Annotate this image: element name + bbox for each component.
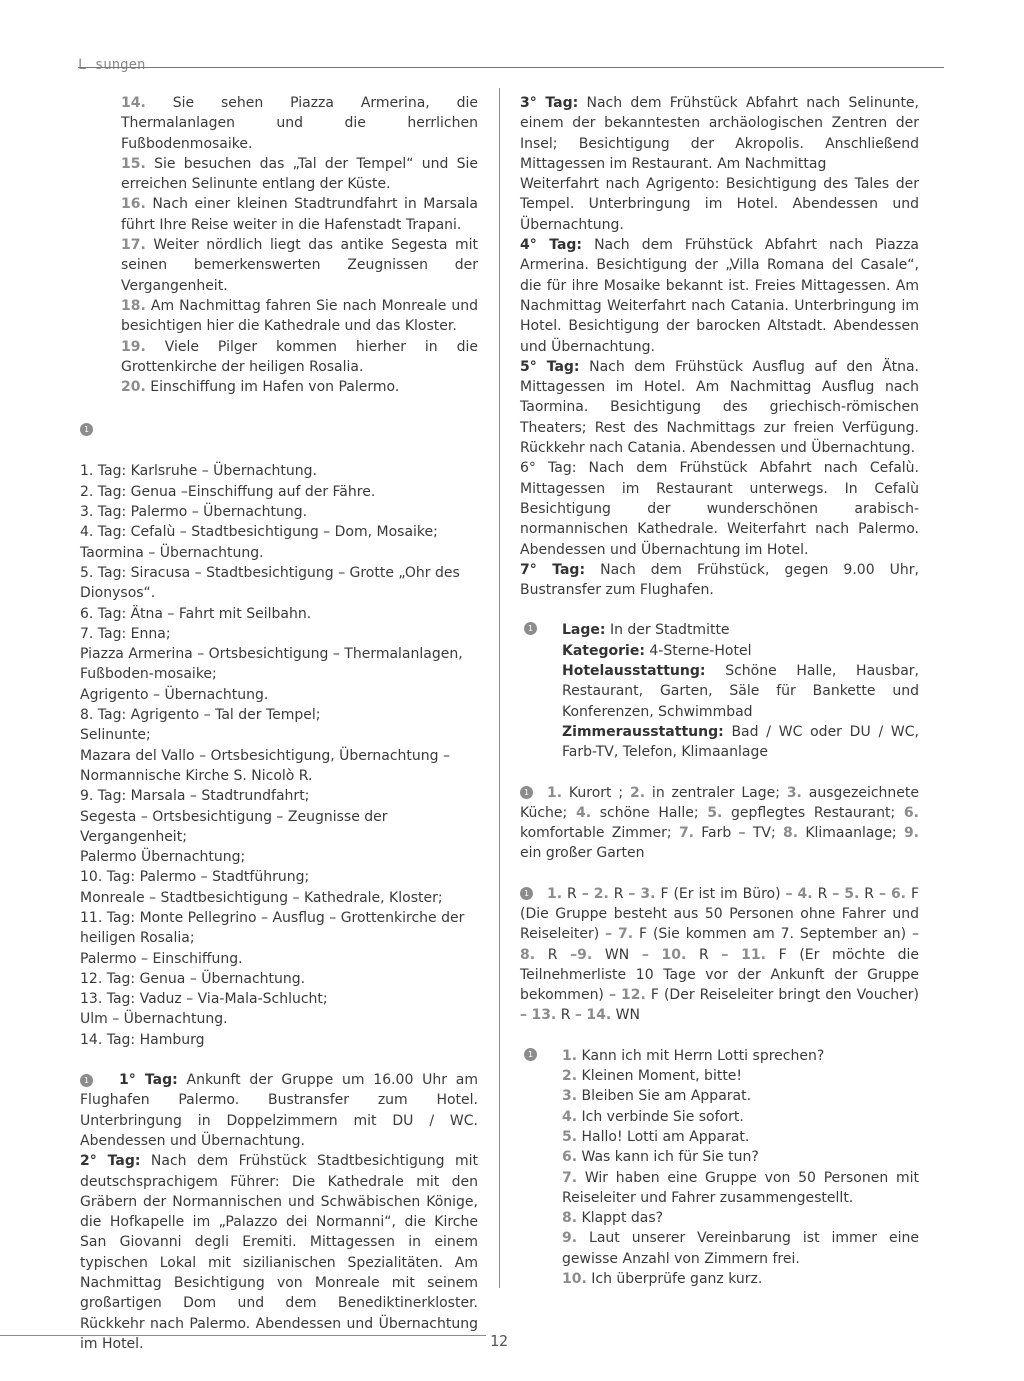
day-text: Ankunft der Gruppe um 16.00 Uhr am Flughafen Palermo. Bustransfer zum Hotel. Unterbringung in Doppelzimmern mit DU / WC. Abendessen und Übernachtung.	[80, 1072, 478, 1149]
day-paragraph	[80, 1151, 478, 1354]
numbered-answer	[121, 235, 478, 296]
dialogue-line	[562, 1228, 919, 1269]
day-label: 5° Tag:	[520, 358, 580, 375]
answer-number: 20.	[121, 379, 146, 396]
day-paragraph	[520, 458, 919, 559]
answer-number: 4.	[562, 1108, 578, 1125]
answer-text: Viele Pilger kommen hierher in die Grottenkirche der heiligen Rosalia.	[121, 338, 478, 375]
day-label: 1° Tag:	[119, 1072, 178, 1089]
day-text: 6° Tag: Nach dem Frühstück Abfahrt nach Cefalù. Mittagessen im Restaurant unterwegs. In Cefalù Besichtigung der wunderschönen arabisch-normannischen Kathedrale. Weiterfahrt nach Palermo. Abendessen und Übernachtung im Hotel.	[520, 460, 919, 558]
hotel-value: Schöne Halle, Hausbar, Restaurant, Garten, Säle für Bankette und Konferenzen, Schwimmbad	[562, 663, 919, 720]
answer-text: R –	[562, 885, 594, 902]
day-paragraph	[520, 357, 919, 458]
answer-number: 11.	[741, 946, 766, 963]
vocabulary-answers	[520, 783, 919, 864]
day-paragraph	[520, 93, 919, 174]
answer-text: Am Nachmittag fahren Sie nach Monreale und besichtigen hier die Kathedrale und das Kloster.	[121, 297, 479, 335]
answer-text: schöne Halle;	[591, 804, 708, 821]
answer-text: Was kann ich für Sie tun?	[581, 1149, 759, 1166]
answer-number: 6.	[890, 885, 906, 902]
answer-number: 8.	[520, 946, 536, 963]
answer-text: Ich überprüfe ganz kurz.	[591, 1271, 763, 1288]
answer-number: 9.	[577, 946, 593, 963]
answer-number: 1.	[562, 1047, 578, 1064]
answer-number: 4.	[797, 885, 813, 902]
answer-number: 3.	[786, 784, 802, 801]
itinerary-line: Palermo Übernachtung;	[80, 849, 246, 866]
answer-number: 5.	[707, 804, 723, 821]
day-text: Nach dem Frühstück Abfahrt nach Selinunte, einem der bekanntesten archäologischen Zentren der Insel; Besichtigung der Akropolis. Anschließend Mittagessen im Restaurant. Am Nachmittag	[520, 95, 919, 172]
answer-number: 5.	[844, 885, 860, 902]
day-paragraph: Weiterfahrt nach Agrigento: Besichtigung des Tales der Tempel. Unterbringung im Hotel. Abendessen und Übernachtung.	[520, 176, 919, 233]
answer-number: 2.	[630, 784, 646, 801]
itinerary-line: 8. Tag: Agrigento – Tal der Tempel;	[80, 707, 321, 724]
hotel-key: Hotelausstattung:	[562, 663, 706, 680]
answer-text: ausgezeichnete Küche;	[520, 784, 919, 821]
numbered-answer	[121, 93, 478, 154]
day-text: Nach dem Frühstück Ausflug auf den Ätna. Mittagessen im Hotel. Am Nachmittag Ausflug nach Taormina. Besichtigung des griechisch-römischen Theaters; Rest des Nachmittags zur freien Verfügung. Rückkehr nach Catania. Abendessen und Übernachtung.	[520, 358, 919, 457]
answer-text: Kurort ;	[562, 784, 630, 801]
footer-rule	[0, 1335, 486, 1336]
day-text: Nach dem Frühstück Abfahrt nach Piazza Armerina. Besichtigung der „Villa Romana del Casale“, die für ihre Mosaike bekannt ist. Freies Mittagessen. Am Nachmittag Weiterfahrt nach Catania. Unterbringung im Hotel. Besichtigung der barocken Altstadt. Abendessen und Übernachtung.	[520, 237, 919, 355]
day-label: 7° Tag:	[520, 561, 586, 578]
hotel-value: In der Stadtmitte	[609, 622, 730, 639]
answer-text: Klimaanlage;	[798, 825, 904, 842]
answer-number: 2.	[593, 885, 609, 902]
answer-number: 7.	[678, 825, 694, 842]
answer-number: 5.	[562, 1128, 578, 1145]
answer-text: Nach einer kleinen Stadtrundfahrt in Marsala führt Ihre Reise weiter in die Hafenstadt Trapani.	[121, 196, 478, 233]
numbered-answer	[121, 296, 478, 337]
answer-text: Einschiffung im Hafen von Palermo.	[150, 379, 400, 396]
answer-number: 2.	[562, 1068, 578, 1085]
itinerary-line: 10. Tag: Palermo – Stadtführung;	[80, 869, 310, 886]
answer-text: Ich verbinde Sie sofort.	[581, 1108, 744, 1125]
answer-number: 16.	[121, 196, 146, 213]
answer-number: 17.	[121, 237, 146, 254]
itinerary-line: Monreale – Stadtbesichtigung – Kathedrale, Kloster;	[80, 889, 443, 906]
answer-number: 12.	[621, 987, 646, 1004]
answer-text: R –	[812, 885, 845, 902]
itinerary-list	[80, 461, 478, 1050]
answer-text: Sie sehen Piazza Armerina, die Thermalanlagen und die herrlichen Fußbodenmosaike.	[121, 95, 478, 152]
exercise-bullet: 1	[520, 887, 533, 900]
exercise-bullet: 1	[524, 622, 537, 635]
dialogue-line	[562, 1208, 919, 1228]
itinerary-line: Mazara del Vallo – Ortsbesichtigung, Übernachtung – Normannische Kirche S. Nicolò R.	[80, 747, 450, 784]
answer-text: Kann ich mit Herrn Lotti sprechen?	[581, 1047, 825, 1064]
itinerary-line: 4. Tag: Cefalù – Stadtbesichtigung – Dom, Mosaike; Taormina – Übernachtung.	[80, 524, 438, 561]
answer-text: F (Er möchte die Teilnehmerliste 10 Tage vor der Ankunft der Gruppe bekommen) –	[520, 946, 919, 1004]
answer-number: 6.	[903, 804, 919, 821]
hotel-value: 4-Sterne-Hotel	[649, 642, 752, 659]
day-paragraph	[520, 235, 919, 357]
answer-number: 10.	[661, 946, 687, 963]
answer-number: 7.	[618, 926, 634, 943]
answer-text: Hallo! Lotti am Apparat.	[581, 1128, 750, 1145]
answer-text: F (Er ist im Büro) –	[655, 885, 798, 902]
answer-number: 8.	[782, 825, 799, 842]
day-label: 2° Tag:	[80, 1153, 141, 1170]
hotel-key: Zimmerausstattung:	[562, 723, 724, 740]
day-label: 4° Tag:	[520, 237, 583, 254]
itinerary-line: 7. Tag: Enna;	[80, 625, 171, 642]
itinerary-line: 9. Tag: Marsala – Stadtrundfahrt;	[80, 788, 310, 805]
answer-number: 9.	[903, 825, 919, 842]
hotel-line	[562, 722, 919, 763]
numbered-answer	[121, 194, 478, 235]
itinerary-line: 2. Tag: Genua –Einschiffung auf der Fähre.	[80, 483, 376, 500]
hotel-value: Bad / WC oder DU / WC, Farb-TV, Telefon, Klimaanlage	[562, 723, 920, 761]
day-paragraph	[520, 560, 919, 601]
answer-text: Kleinen Moment, bitte!	[581, 1068, 743, 1085]
answer-text: R –	[556, 1007, 587, 1024]
itinerary-days-right	[520, 93, 919, 600]
column-divider	[499, 88, 500, 1288]
itinerary-line: Palermo – Einschiffung.	[80, 950, 243, 967]
answer-number: 19.	[121, 338, 146, 355]
itinerary-line: 5. Tag: Siracusa – Stadtbesichtigung – Grotte „Ohr des Dionysos“.	[80, 564, 460, 602]
itinerary-line: 13. Tag: Vaduz – Via-Mala-Schlucht;	[80, 991, 328, 1008]
answer-text: Klappt das?	[581, 1210, 664, 1227]
itinerary-line: 1. Tag: Karlsruhe – Übernachtung.	[80, 463, 317, 480]
true-false-answers	[520, 884, 919, 1026]
hotel-line	[562, 661, 919, 722]
answer-number: 9.	[562, 1230, 578, 1247]
itinerary-days-left	[80, 1070, 478, 1354]
answer-text: F (Sie kommen am 7. September an) –	[633, 926, 920, 943]
dialogue-line	[562, 1086, 919, 1106]
answer-text: WN –	[592, 946, 662, 963]
itinerary-line: 6. Tag: Ätna – Fahrt mit Seilbahn.	[80, 605, 312, 622]
answer-number: 1.	[547, 885, 563, 902]
numbered-answer	[121, 337, 478, 378]
dialogue-line	[562, 1168, 919, 1209]
hotel-details	[520, 620, 919, 762]
exercise-bullet: 1	[524, 1048, 537, 1061]
answer-number: 6.	[562, 1149, 578, 1166]
answer-text: Laut unserer Vereinbarung ist immer eine gewisse Anzahl von Zimmern frei.	[562, 1230, 919, 1267]
answer-text: R –	[686, 946, 742, 963]
itinerary-line: 3. Tag: Palermo – Übernachtung.	[80, 504, 308, 521]
answer-text: komfortable Zimmer;	[520, 825, 679, 842]
answer-text: in zentraler Lage;	[645, 784, 787, 801]
hotel-key: Lage:	[562, 622, 606, 639]
hotel-line	[562, 641, 919, 661]
answer-text: Sie besuchen das „Tal der Tempel“ und Sie erreichen Selinunte entlang der Küste.	[121, 155, 478, 193]
header-rule	[78, 67, 944, 68]
answer-number: 4.	[575, 804, 592, 821]
day-label: 3° Tag:	[520, 95, 579, 111]
answer-text: Farb – TV;	[694, 825, 783, 842]
dialogue-line	[562, 1066, 919, 1086]
itinerary-line: Piazza Armerina – Ortsbesichtigung – Thermalanlagen, Fußboden-mosaike;	[80, 646, 463, 683]
answer-number: 8.	[562, 1210, 578, 1227]
itinerary-line: 12. Tag: Genua – Übernachtung.	[80, 970, 306, 987]
itinerary-line: Segesta – Ortsbesichtigung – Zeugnisse der Vergangenheit;	[80, 808, 388, 845]
answer-number: 3.	[562, 1088, 578, 1105]
numbered-answer	[121, 154, 478, 195]
left-column	[80, 93, 478, 1354]
dialogue-line	[562, 1046, 919, 1066]
itinerary-line: Agrigento – Übernachtung.	[80, 686, 269, 703]
answer-text: R –	[535, 946, 578, 963]
answer-text: Wir haben eine Gruppe von 50 Personen mit Reiseleiter und Fahrer zusammengestellt.	[562, 1169, 919, 1206]
numbered-answer	[121, 377, 478, 397]
exercise-bullet: 1	[520, 786, 533, 799]
hotel-section	[520, 620, 919, 762]
answer-text: WN	[611, 1007, 640, 1024]
answer-number: 7.	[562, 1169, 578, 1186]
answer-number: 13.	[531, 1007, 557, 1024]
answer-text: Bleiben Sie am Apparat.	[581, 1088, 752, 1105]
itinerary-line: 11. Tag: Monte Pellegrino – Ausflug – Grottenkirche der heiligen Rosalia;	[80, 909, 465, 947]
answer-number: 14.	[586, 1007, 612, 1024]
itinerary-line: 14. Tag: Hamburg	[80, 1031, 205, 1048]
dialogue-line	[562, 1127, 919, 1147]
running-header: L sungen	[78, 57, 146, 73]
dialogue-line	[562, 1269, 919, 1289]
page-number: 12	[490, 1332, 509, 1350]
answer-text: F (Der Reiseleiter bringt den Voucher) –	[520, 987, 919, 1024]
answer-number: 18.	[121, 297, 146, 314]
dialogue-line	[562, 1107, 919, 1127]
dialogue-answers	[520, 1046, 919, 1290]
itinerary-line: Ulm – Übernachtung.	[80, 1011, 228, 1028]
exercise-bullet: 1	[80, 423, 93, 436]
answer-text: gepflegtes Restaurant;	[722, 804, 904, 821]
answer-number: 1.	[547, 784, 563, 801]
day-text: Nach dem Frühstück Stadtbesichtigung mit deutschsprachigem Führer: Die Kathedrale mit den Gräbern der Normannischen und Schwäbischen Könige, die Hofkapelle im „Palazzo dei Normanni“, die Kirche San Giovanni degli Eremiti. Mittagessen in einem typischen Lokal mit sizilianischen Spezialitäten. Am Nachmittag Besichtigung von Monreale mit seinem großartigen Dom und dem Benediktinerkloster. Rückkehr nach Palermo. Abendessen und Übernachtung im Hotel.	[80, 1153, 478, 1352]
answer-text: Weiter nördlich liegt das antike Segesta mit seinen bemerkenswerten Zeugnissen der Vergangenheit.	[121, 237, 479, 294]
dialogue-section	[520, 1046, 919, 1290]
day-paragraph	[80, 1070, 478, 1151]
answer-number: 15.	[121, 155, 146, 172]
day-text: Nach dem Frühstück, gegen 9.00 Uhr, Bustransfer zum Flughafen.	[520, 561, 919, 599]
answer-text: R –	[859, 885, 891, 902]
answer-text: ein großer Garten	[520, 845, 645, 862]
answer-number: 14.	[121, 95, 146, 111]
hotel-key: Kategorie:	[562, 642, 645, 659]
answer-text: F (Die Gruppe besteht aus 50 Personen ohne Fahrer und Reiseleiter) –	[520, 885, 920, 943]
answer-number: 10.	[562, 1271, 587, 1288]
numbered-answers	[80, 93, 478, 397]
answer-text: R –	[608, 885, 641, 902]
hotel-line	[562, 620, 919, 640]
right-column	[520, 93, 919, 1289]
dialogue-line	[562, 1147, 919, 1167]
itinerary-line: Selinunte;	[80, 727, 151, 744]
answer-number: 3.	[640, 885, 656, 902]
exercise-bullet: 1	[80, 1074, 93, 1087]
